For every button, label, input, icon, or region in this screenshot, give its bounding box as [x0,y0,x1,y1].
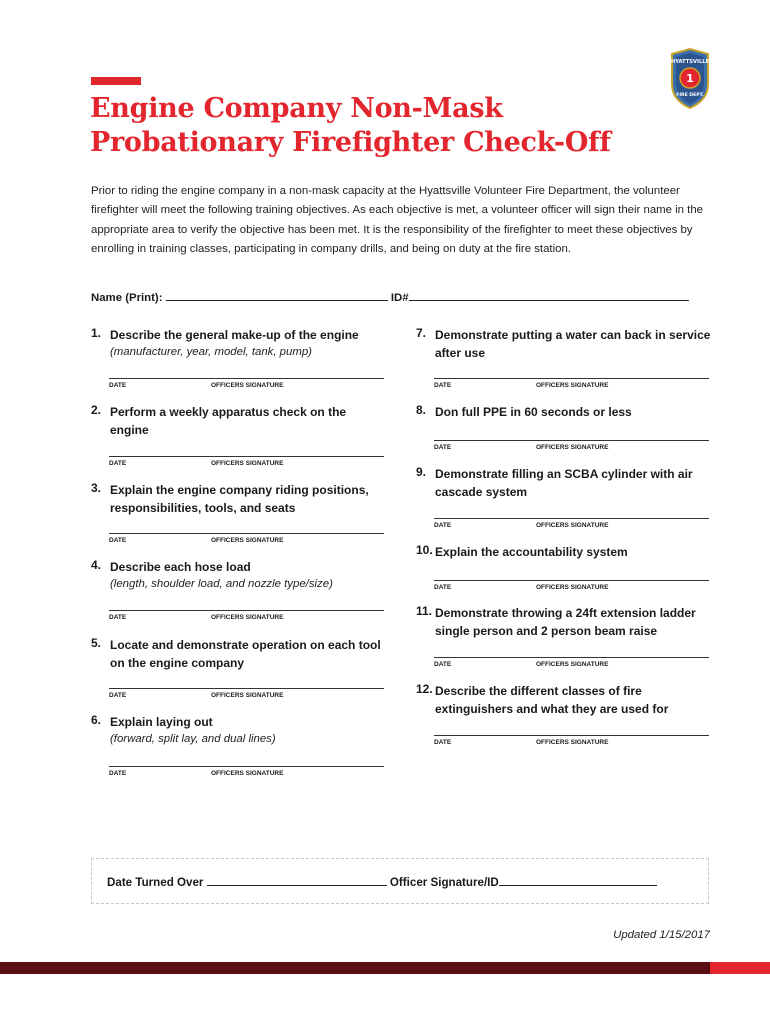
title-line-1: Engine Company Non-Mask [90,93,503,124]
objective-1: 1. Describe the general make-up of the engine (manufacturer, year, model, tank, pump) [91,326,359,358]
objective-6: 6. Explain laying out (forward, split lay, and dual lines) [91,713,276,745]
updated-date: Updated 1/15/2017 [613,929,710,941]
signature-line-12[interactable]: DATE OFFICERS SIGNATURE [434,735,709,748]
name-label: Name (Print): [91,292,163,304]
objective-8: 8. Don full PPE in 60 seconds or less [416,403,632,419]
signature-line-5[interactable]: DATE OFFICERS SIGNATURE [109,688,384,701]
turnover-box [91,858,709,904]
signature-line-9[interactable]: DATE OFFICERS SIGNATURE [434,518,709,531]
objective-12: 12. Describe the different classes of fire extinguishers and what they are used for [416,682,669,716]
signature-line-7[interactable]: DATE OFFICERS SIGNATURE [434,378,709,391]
signature-line-8[interactable]: DATE OFFICERS SIGNATURE [434,440,709,453]
footer-bar-accent [710,962,770,974]
intro-paragraph: Prior to riding the engine company in a non-mask capacity at the Hyattsville Volunteer Fire Department, the volunteer firefighter will meet the following training objectives. As each objective is met, a volunteer officer will sign their name in the appropriate area to verify the objective has been met. It is the responsibility of the firefighter to meet these objectives by enrolling in training classes, participating in company drills, and being on duty at the fire station. [91,185,704,255]
date-turned-over-label: Date Turned Over [107,876,204,889]
objective-7: 7. Demonstrate putting a water can back in service after use [416,326,711,360]
objective-5: 5. Locate and demonstrate operation on each tool on the engine company [91,636,381,670]
signature-line-6[interactable]: DATE OFFICERS SIGNATURE [109,766,384,779]
id-label: ID# [390,292,409,304]
signature-line-11[interactable]: DATE OFFICERS SIGNATURE [434,657,709,670]
date-turned-over-line[interactable] [207,875,387,886]
objective-3: 3. Explain the engine company riding positions, responsibilities, tools, and seats [91,481,369,515]
objective-11: 11. Demonstrate throwing a 24ft extension ladder single person and 2 person beam raise [416,604,696,638]
objective-2: 2. Perform a weekly apparatus check on the engine [91,403,347,437]
signature-line-4[interactable]: DATE OFFICERS SIGNATURE [109,610,384,623]
footer-bar [0,962,710,974]
signature-line-3[interactable]: DATE OFFICERS SIGNATURE [109,533,384,546]
title-accent-bar [91,77,141,85]
objective-10: 10. Explain the accountability system [416,543,628,559]
name-input-line[interactable] [166,290,388,301]
page-title [90,92,611,160]
signature-line-10[interactable]: DATE OFFICERS SIGNATURE [434,580,709,593]
badge-top-text: HYATTSVILLE [670,59,710,65]
name-id-field [91,290,689,304]
signature-line-2[interactable]: DATE OFFICERS SIGNATURE [109,456,384,469]
objective-9: 9. Demonstrate filling an SCBA cylinder with air cascade system [416,465,693,499]
objective-4: 4. Describe each hose load (length, shoulder load, and nozzle type/size) [91,558,333,590]
title-line-2: Probationary Firefighter Check-Off [90,127,611,158]
signature-line-1[interactable]: DATE OFFICERS SIGNATURE [109,378,384,391]
badge-bottom-text: FIRE DEPT. [676,93,704,98]
officer-signature-id-line[interactable] [499,875,657,886]
fire-department-badge-icon [668,48,712,110]
badge-number: 1 [686,72,694,85]
officer-signature-id-label: Officer Signature/ID [389,876,499,889]
id-input-line[interactable] [409,290,689,301]
